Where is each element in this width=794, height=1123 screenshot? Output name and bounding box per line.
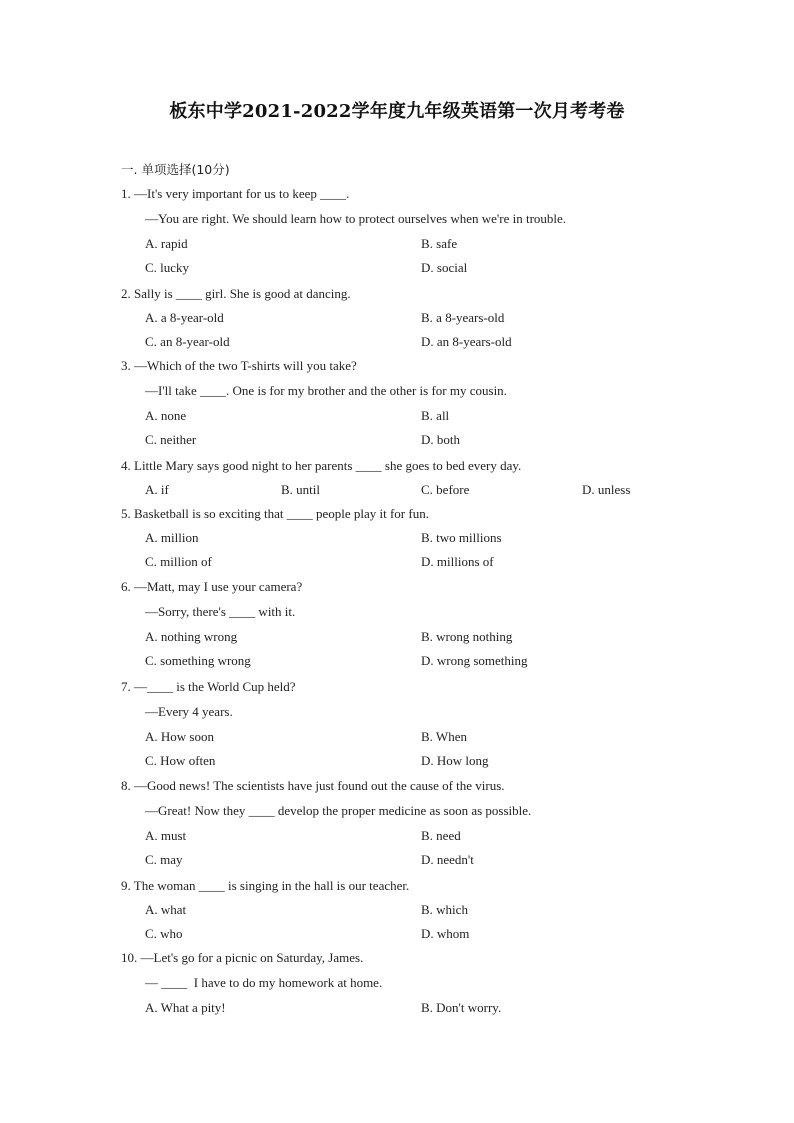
option-a: A. What a pity!: [145, 1000, 226, 1015]
question-stem: 2. Sally is ____ girl. She is good at dancing.: [121, 286, 351, 301]
option-a: A. million: [145, 530, 199, 545]
option-d: D. unless: [582, 482, 631, 497]
option-d: D. both: [421, 432, 460, 447]
question-8: [121, 774, 681, 872]
option-a: A. if: [145, 482, 169, 497]
option-b: B. a 8-years-old: [421, 310, 505, 325]
option-c: C. neither: [145, 432, 197, 447]
option-a: A. nothing wrong: [145, 629, 238, 644]
section-heading: 一. 单项选择(10分): [121, 162, 230, 177]
option-d: D. an 8-years-old: [421, 334, 512, 349]
question-reply: — ____ I have to do my homework at home.: [145, 975, 383, 990]
option-d: D. How long: [421, 753, 489, 768]
question-stem: 7. —____ is the World Cup held?: [121, 679, 296, 694]
question-stem: 6. —Matt, may I use your camera?: [121, 579, 303, 594]
option-c: C. an 8-year-old: [145, 334, 230, 349]
option-a: A. none: [145, 408, 187, 423]
question-stem: 9. The woman ____ is singing in the hall is our teacher.: [121, 878, 410, 893]
question-stem: 4. Little Mary says good night to her parents ____ she goes to bed every day.: [121, 458, 522, 473]
option-b: B. which: [421, 902, 468, 917]
option-b: B. need: [421, 828, 461, 843]
question-reply: —Great! Now they ____ develop the proper medicine as soon as possible.: [145, 803, 532, 818]
question-reply: —Every 4 years.: [145, 704, 233, 719]
question-1: [121, 182, 681, 280]
option-a: A. rapid: [145, 236, 188, 251]
question-stem: 5. Basketball is so exciting that ____ people play it for fun.: [121, 506, 429, 521]
option-d: D. whom: [421, 926, 470, 941]
option-a: A. what: [145, 902, 187, 917]
question-5: [121, 502, 681, 574]
option-c: C. something wrong: [145, 653, 251, 668]
question-reply: —I'll take ____. One is for my brother and the other is for my cousin.: [145, 383, 507, 398]
page-title: 板东中学2021-2022学年度九年级英语第一次月考考卷: [169, 101, 625, 122]
question-7: [121, 675, 681, 773]
option-b: B. safe: [421, 236, 458, 251]
question-stem: 1. —It's very important for us to keep ____.: [121, 186, 350, 201]
question-2: [121, 282, 681, 354]
question-stem: 8. —Good news! The scientists have just found out the cause of the virus.: [121, 778, 505, 793]
option-d: D. wrong something: [421, 653, 528, 668]
option-c: C. who: [145, 926, 183, 941]
option-d: D. social: [421, 260, 468, 275]
question-stem: 10. —Let's go for a picnic on Saturday, James.: [121, 950, 364, 965]
option-c: C. How often: [145, 753, 216, 768]
question-reply: —Sorry, there's ____ with it.: [145, 604, 296, 619]
option-b: B. all: [421, 408, 450, 423]
option-b: B. wrong nothing: [421, 629, 513, 644]
option-b: B. When: [421, 729, 467, 744]
option-a: A. a 8-year-old: [145, 310, 224, 325]
question-4: [121, 454, 681, 502]
question-stem: 3. —Which of the two T-shirts will you take?: [121, 358, 357, 373]
option-c: C. million of: [145, 554, 212, 569]
option-b: B. until: [281, 482, 321, 497]
option-a: A. must: [145, 828, 187, 843]
option-b: B. Don't worry.: [421, 1000, 502, 1015]
question-10: [121, 946, 681, 1020]
question-3: [121, 354, 681, 452]
question-reply: —You are right. We should learn how to protect ourselves when we're in trouble.: [145, 211, 567, 226]
option-c: C. lucky: [145, 260, 190, 275]
option-c: C. may: [145, 852, 183, 867]
question-9: [121, 874, 681, 946]
option-b: B. two millions: [421, 530, 502, 545]
option-c: C. before: [421, 482, 470, 497]
option-d: D. needn't: [421, 852, 474, 867]
option-a: A. How soon: [145, 729, 214, 744]
question-6: [121, 575, 681, 673]
option-d: D. millions of: [421, 554, 494, 569]
